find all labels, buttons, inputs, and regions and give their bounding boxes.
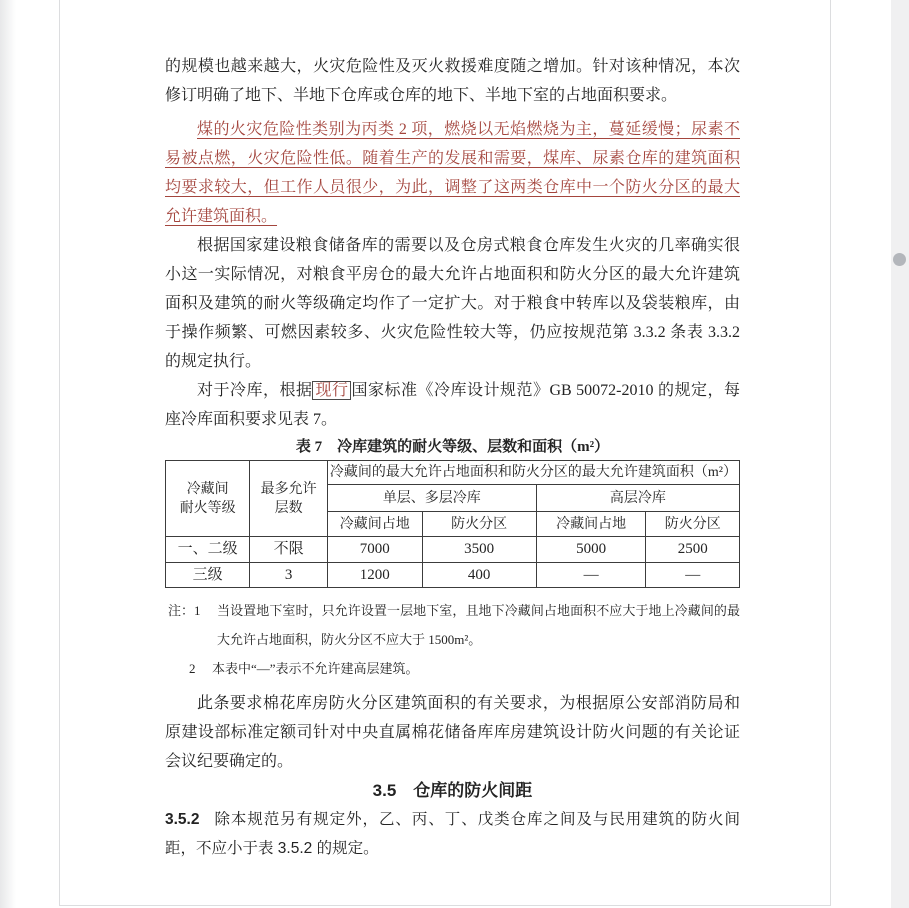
table-subheader-footprint-1: 冷藏间占地 xyxy=(327,512,422,537)
body-paragraph-continuation: 的规模也越来越大，火灾危险性及灭火救援难度随之增加。针对该种情况，本次修订明确了地下、半地下仓库或仓库的地下、半地下室的占地面积要求。 xyxy=(165,58,740,104)
notes-label: 注： xyxy=(168,603,195,618)
section-heading-3-5: 3.5 仓库的防火间距 xyxy=(372,781,533,800)
table-header-fire-rating-line2: 耐火等级 xyxy=(179,500,236,516)
window-edge-shadow xyxy=(0,0,16,908)
table-header-fire-rating-line1: 冷藏间 xyxy=(186,481,229,497)
table-header-group-highrise: 高层冷库 xyxy=(536,485,739,512)
clause-number: 3.5.2 xyxy=(165,811,200,828)
table-7-title: 表 7 冷库建筑的耐火等级、层数和面积（m²） xyxy=(295,439,610,455)
table-cell-rating: 一、二级 xyxy=(166,537,250,563)
table-subheader-firezone-1: 防火分区 xyxy=(422,512,536,537)
clause-text: 除本规范另有规定外，乙、丙、丁、戊类仓库之间及与民用建筑的防火间距，不应小于表 3.5.2 的规定。 xyxy=(165,811,740,857)
note-text: 当设置地下室时，只允许设置一层地下室，且地下冷藏间占地面积不应大于地上冷藏间的最大允许占地面积，防火分区不应大于 1500m²。 xyxy=(217,603,740,647)
table-cell-value: 400 xyxy=(422,563,536,588)
body-paragraph-cotton: 此条要求棉花库房防火分区建筑面积的有关要求，为根据原公安部消防局和原建设部标准定额司针对中央直属棉花储备库库房建筑设计防火问题的有关论证会议纪要确定的。 xyxy=(165,695,740,770)
table-header-max-floors xyxy=(250,461,327,537)
table-cell-floors: 3 xyxy=(250,563,327,588)
clause-paragraph-3-5-2 xyxy=(165,805,740,863)
boxed-revision-term: 现行 xyxy=(312,381,351,400)
table-cell-value: 1200 xyxy=(327,563,422,588)
paragraph-text-after: 国家标准《冷库设计规范》GB 50072-2010 的规定，每座冷库面积要求见表 7。 xyxy=(165,382,740,428)
table-row xyxy=(166,537,740,563)
table-notes xyxy=(165,596,740,683)
table-cell-value: 7000 xyxy=(327,537,422,563)
paragraph-text-before: 对于冷库，根据 xyxy=(197,382,313,399)
note-text: 本表中“—”表示不允许建高层建筑。 xyxy=(212,661,419,676)
revision-paragraph: 煤的火灾危险性类别为丙类 2 项，燃烧以无焰燃烧为主，蔓延缓慢；尿素不易被点燃，火灾危险性低。随着生产的发展和需要，煤库、尿素仓库的建筑面积均要求较大，但工作人员很少，为此，调整了这两类仓库中一个防火分区的最大允许建筑面积。 xyxy=(165,121,740,225)
table-header-fire-rating xyxy=(166,461,250,537)
body-paragraph-grain: 根据国家建设粮食储备库的需要以及仓房式粮食仓库发生火灾的几率确实很小这一实际情况，对粮食平房仓的最大允许占地面积和防火分区的最大允许建筑面积及建筑的耐火等级确定均作了一定扩大。对于粮食中转库以及袋装粮库，由于操作频繁、可燃因素较多、火灾危险性较大等，仍应按规范第 3.3.2 条表 3.3.2 的规定执行。 xyxy=(165,237,740,370)
table-cell-value: — xyxy=(646,563,740,588)
page-content xyxy=(165,0,740,863)
table-7 xyxy=(165,460,740,588)
table-header-max-floors-line1: 最多允许 xyxy=(260,481,317,497)
table-cell-floors: 不限 xyxy=(250,537,327,563)
note-item-1 xyxy=(168,596,740,654)
table-subheader-footprint-2: 冷藏间占地 xyxy=(536,512,646,537)
scrollbar-track[interactable] xyxy=(891,0,909,908)
note-number: 1 xyxy=(194,603,201,618)
table-cell-value: 2500 xyxy=(646,537,740,563)
note-number: 2 xyxy=(189,661,196,676)
table-row xyxy=(166,563,740,588)
table-header-span: 冷藏间的最大允许占地面积和防火分区的最大允许建筑面积（m²） xyxy=(327,461,739,485)
table-cell-value: 3500 xyxy=(422,537,536,563)
scrollbar-thumb[interactable] xyxy=(893,253,906,266)
document-page xyxy=(59,0,831,906)
table-subheader-firezone-2: 防火分区 xyxy=(646,512,740,537)
table-cell-value: 5000 xyxy=(536,537,646,563)
note-item-2 xyxy=(168,654,740,683)
table-header-max-floors-line2: 层数 xyxy=(274,500,303,516)
body-paragraph-coldstore xyxy=(165,376,740,434)
table-cell-value: — xyxy=(536,563,646,588)
table-cell-rating: 三级 xyxy=(166,563,250,588)
table-header-group-lowrise: 单层、多层冷库 xyxy=(327,485,536,512)
